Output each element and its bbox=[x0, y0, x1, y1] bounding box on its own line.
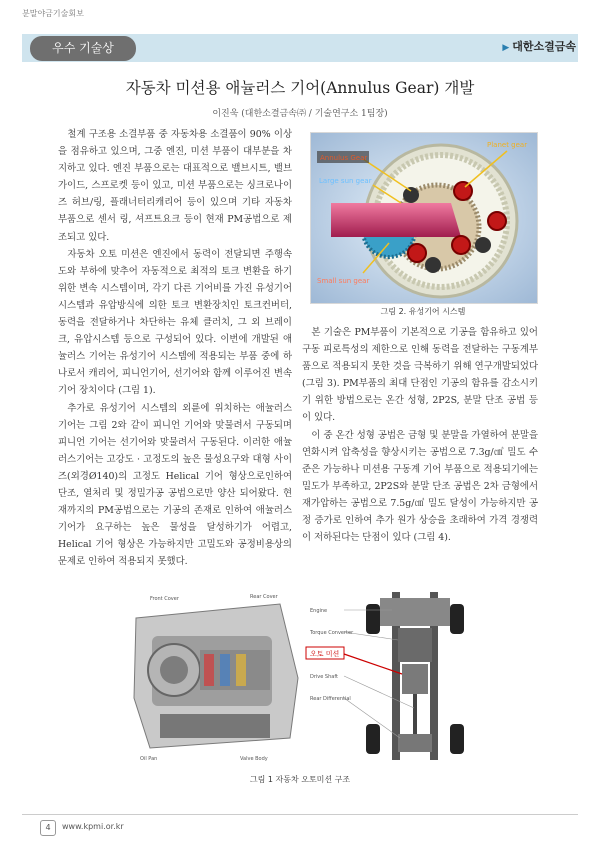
paragraph: 철계 구조용 소결부품 중 자동차용 소결품이 90% 이상을 점유하고 있으며, 그중 엔진, 미션 부품이 대부분을 차지하고 있다. 엔진 부품으로는 대표적으로 밸브시트, 밸브가이드, 스프로켓 등이 있고, 미션 부품으로는 싱크로나이즈 허브/링, 플래너터리캐리어 등이 있으며 기타 자동차 부품으로 센서 링, 셔프트요크 등이 현재 PM공법으로 제조되고 있다. bbox=[58, 129, 292, 243]
paragraph: 자동차 오토 미션은 엔진에서 동력이 전달되면 주행속도와 부하에 맞추어 자동적으로 최적의 토크 변환을 하기 위한 변속 시스템이며, 각기 다른 기어비를 가진 유성기어 시스템과 유압방식에 의한 토크 변환장치인 토크컨버터, 동력을 전달하거나 차단하는 유체 클러치, 그 외 브레이크, 유압시스템 등으로 구성되어 있다. 이번에 개발된 애뉼러스 기어는 유성기어 시스템에 적용되는 부품 중에 하나로서 캐리어, 피니언기어, 선기어와 함께 이루어진 변속기어 장치이다 (그림 1). bbox=[58, 248, 292, 397]
paragraph: 본 기술은 PM부품이 기본적으로 기공을 함유하고 있어 구동 피로특성의 제한으로 인해 동력을 전달하는 구동계부품으로 적용되지 못한 것을 극복하기 위해 연구개발되었다 (그림 3). PM부품의 최대 단점인 기공의 함유를 감소시키기 위한 방법으로는 온간 성형, 2P2S, 분말 단조 공법 등이 있다. bbox=[302, 327, 538, 424]
small-sun-label: Small sun gear bbox=[317, 277, 370, 285]
transmission-illustration bbox=[130, 588, 470, 764]
footer-divider bbox=[22, 814, 578, 815]
body-column-right bbox=[302, 324, 538, 546]
chassis-label-torque-converter: Torque Converter bbox=[310, 630, 354, 636]
planetary-gear-figure bbox=[310, 132, 538, 304]
transmission-label: Oil Pan bbox=[140, 756, 158, 762]
paragraph: 추가로 유성기어 시스템의 외륜에 위치하는 애뉼러스 기어는 그림 2와 같이 피니언 기어와 맞물려서 구동되며 피니언 기어는 선기어와 맞물려서 구동된다. 이러한 애뉼러스기어는 고강도 · 고정도의 높은 물성요구와 대형 사이즈(외경Ø140)의 고정도 Helical 기어 형상으로인하여 단조, 열처리 및 정밀가공 공법으로만 양산 되어왔다. 현재까지의 PM공법으로는 기공의 존재로 인하여 애뉼러스 기어가 요구하는 높은 물성을 달성하기가 어렵고, Helical 기어 형상은 가능하지만 고밀도와 공정비용상의 문제로 인하여 적용되지 못했다. bbox=[58, 402, 292, 568]
large-sun-label: Large sun gear bbox=[319, 177, 372, 185]
planet-label: Planet gear bbox=[487, 141, 528, 149]
figure2-caption: 그림 2. 유성기어 시스템 bbox=[380, 307, 466, 316]
planetary-gear-illustration bbox=[311, 133, 537, 303]
category-text: 대한소결금속 bbox=[512, 40, 576, 53]
triangle-icon: ▶ bbox=[502, 43, 510, 53]
journal-name: 분말야금기술회보 bbox=[22, 9, 84, 18]
transmission-label: Front Cover bbox=[150, 596, 179, 602]
article-title: 자동차 미션용 애뉼러스 기어(Annulus Gear) 개발 bbox=[125, 79, 475, 97]
article-author: 이진욱 (대한소결금속㈜ / 기술연구소 1팀장) bbox=[212, 109, 388, 119]
transmission-label: Valve Body bbox=[240, 756, 268, 762]
chassis-label-rear-differential: Rear Differential bbox=[310, 696, 351, 702]
paragraph: 이 중 온간 성형 공법은 금형 및 분말을 가열하여 분말을 연화시켜 압축성을 향상시키는 공법으로 7.3g/㎤ 밀도 수준은 가능하나 미션용 구동계 기어 부품으로 적용되기에는 밀도가 부족하고, 2P2S와 분말 단조 공법은 2차 금형에서 재가압하는 공법으로 7.5g/㎤ 밀도 달성이 가능하지만 공정 증가로 인하여 추가 원가 상승을 초래하여 가격 경쟁력이 저하된다는 단점이 있다 (그림 4). bbox=[302, 429, 538, 544]
award-badge: 우수 기술상 bbox=[30, 36, 136, 61]
transmission-label: Rear Cover bbox=[250, 594, 278, 600]
vehicle-chassis bbox=[366, 592, 464, 760]
chassis-label-drive-shaft: Drive Shaft bbox=[310, 674, 338, 680]
website-link[interactable]: www.kpmi.or.kr bbox=[62, 822, 124, 831]
body-column-left bbox=[58, 126, 292, 570]
auto-mission-callout: 오토 미션 bbox=[310, 650, 340, 658]
transmission-figure bbox=[130, 588, 470, 764]
chassis-label-engine: Engine bbox=[310, 608, 328, 614]
annulus-label: Annulus Gear bbox=[320, 154, 368, 162]
category-label bbox=[502, 36, 576, 59]
page-number: 4 bbox=[40, 820, 56, 836]
transmission-cutaway bbox=[134, 604, 298, 748]
figure1-caption: 그림 1 자동차 오토미션 구조 bbox=[249, 775, 351, 784]
